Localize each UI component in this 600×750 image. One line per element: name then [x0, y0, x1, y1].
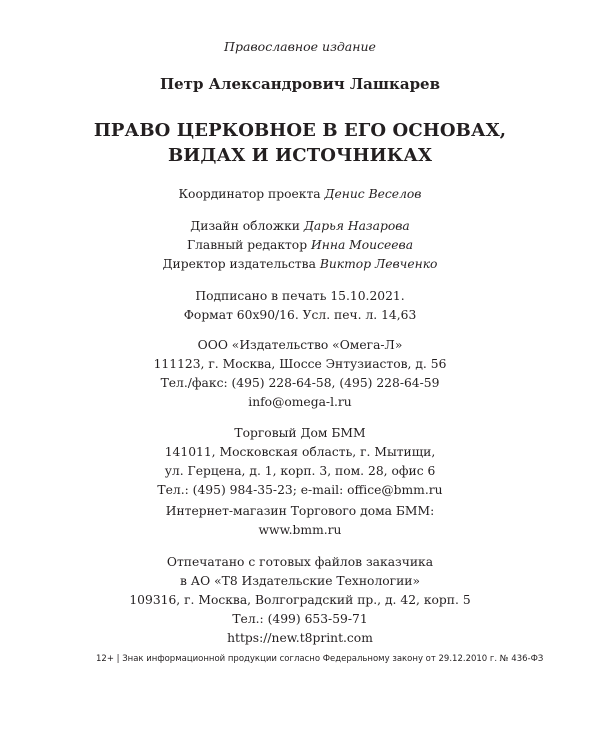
cover-design-name: Дарья Назарова [303, 219, 410, 233]
trade-house-info [0, 424, 600, 500]
age-rating-footer: 12+ | Знак информационной продукции согласно Федеральному закону от 29.12.2010 г. № 436-ФЗ [96, 654, 544, 664]
printer-phone: Тел.: (499) 653-59-71 [232, 612, 368, 626]
coordinator-credit [0, 185, 600, 204]
print-format: Формат 60х90/16. Усл. печ. л. 14,63 [183, 308, 417, 322]
coordinator-role: Координатор проекта [178, 187, 321, 201]
title-line-1: ПРАВО ЦЕРКОВНОЕ В ЕГО ОСНОВАХ, [93, 120, 507, 141]
print-info [0, 287, 600, 325]
director-name: Виктор Левченко [319, 257, 438, 271]
publisher-email: info@omega-l.ru [248, 395, 352, 409]
trade-house-name: Торговый Дом БММ [234, 426, 366, 440]
title-line-2: ВИДАХ И ИСТОЧНИКАХ [167, 145, 433, 166]
cover-design-role: Дизайн обложки [190, 219, 300, 233]
printer-info [0, 553, 600, 648]
editor-role: Главный редактор [186, 238, 308, 252]
online-shop-info [0, 502, 600, 540]
printer-address: 109316, г. Москва, Волгоградский пр., д. 42, корп. 5 [129, 593, 471, 607]
editor-name: Инна Моисеева [311, 238, 414, 252]
printer-line-1: Отпечатано с готовых файлов заказчика [166, 555, 434, 569]
trade-house-address-2: ул. Герцена, д. 1, корп. 3, пом. 28, офис 6 [164, 464, 436, 478]
online-shop-url: www.bmm.ru [258, 523, 342, 537]
publisher-phone: Тел./факс: (495) 228-64-58, (495) 228-64-59 [160, 376, 440, 390]
printer-url: https://new.t8print.com [227, 631, 373, 645]
staff-credits [0, 217, 600, 274]
trade-house-contacts: Тел.: (495) 984-35-23; e-mail: office@bmm.ru [157, 483, 443, 497]
publisher-address: 111123, г. Москва, Шоссе Энтузиастов, д. 56 [153, 357, 447, 371]
book-title [0, 118, 600, 168]
edition-label: Православное издание [224, 39, 376, 54]
printer-line-2: в АО «Т8 Издательские Технологии» [179, 574, 421, 588]
director-role: Директор издательства [162, 257, 316, 271]
coordinator-name: Денис Веселов [324, 187, 422, 201]
author-name: Петр Александрович Лашкарев [159, 75, 441, 93]
trade-house-address-1: 141011, Московская область, г. Мытищи, [164, 445, 436, 459]
online-shop-label: Интернет-магазин Торгового дома БММ: [165, 504, 435, 518]
publisher-info [0, 336, 600, 412]
print-signed: Подписано в печать 15.10.2021. [195, 289, 405, 303]
publisher-name: ООО «Издательство «Омега-Л» [197, 338, 403, 352]
